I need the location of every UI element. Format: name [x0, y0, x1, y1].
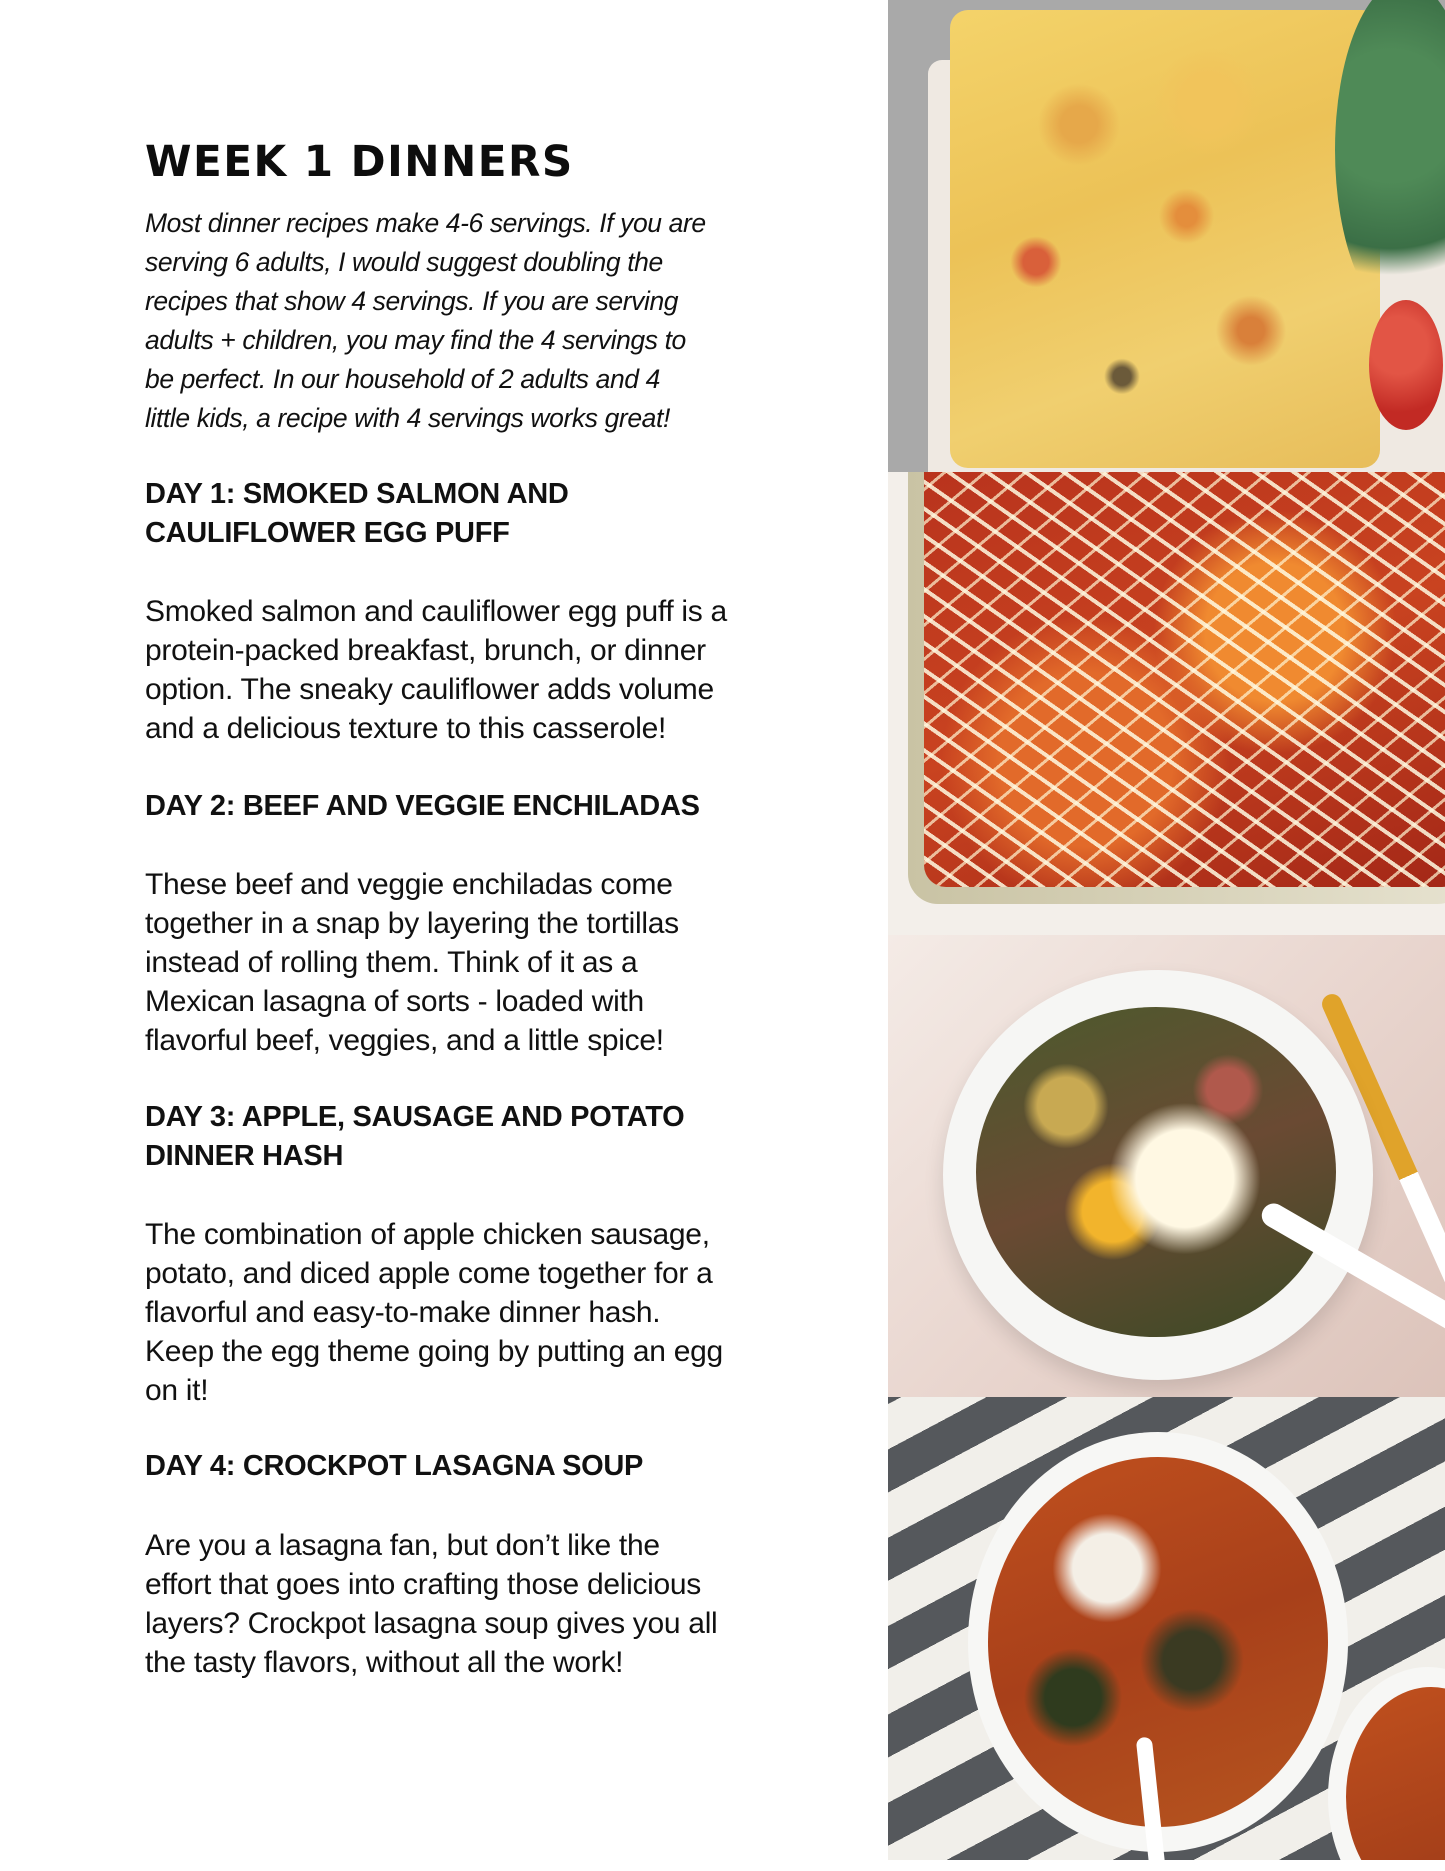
body-line: on it! [145, 1374, 209, 1407]
egg-puff-casserole [950, 10, 1380, 468]
body-line: layers? Crockpot lasagna soup gives you all [145, 1607, 718, 1640]
dinner-hash-photo [888, 935, 1445, 1397]
intro-line: little kids, a recipe with 4 servings works great! [145, 403, 670, 433]
lasagna-soup-photo [888, 1397, 1445, 1860]
intro-line: be perfect. In our household of 2 adults and 4 [145, 364, 660, 394]
intro-line: recipes that show 4 servings. If you are serving [145, 286, 679, 316]
day-3-description [145, 1215, 805, 1410]
heading-line: DAY 2: BEEF AND VEGGIE ENCHILADAS [145, 790, 700, 822]
body-line: potato, and diced apple come together for a [145, 1257, 713, 1290]
day-2-description [145, 865, 805, 1060]
day-1-description [145, 592, 805, 748]
body-line: and a delicious texture to this casserole! [145, 712, 667, 745]
body-line: The combination of apple chicken sausage, [145, 1218, 710, 1251]
intro-line: serving 6 adults, I would suggest doubling the [145, 247, 663, 277]
intro-line: adults + children, you may find the 4 servings to [145, 325, 686, 355]
body-line: Keep the egg theme going by putting an egg [145, 1335, 723, 1368]
intro-line: Most dinner recipes make 4-6 servings. If you are [145, 208, 706, 238]
body-line: effort that goes into crafting those delicious [145, 1568, 701, 1601]
body-line: These beef and veggie enchiladas come [145, 868, 673, 901]
egg-puff-photo [888, 0, 1445, 472]
body-line: Are you a lasagna fan, but don’t like the [145, 1529, 660, 1562]
heading-line: DAY 3: APPLE, SAUSAGE AND POTATO [145, 1101, 685, 1133]
day-3-heading [145, 1098, 805, 1176]
day-4-heading [145, 1447, 805, 1486]
lasagna-soup [988, 1457, 1328, 1827]
body-line: Smoked salmon and cauliflower egg puff is a [145, 595, 727, 628]
page-title: WEEK 1 DINNERS [145, 137, 574, 187]
intro-paragraph [145, 204, 765, 438]
body-line: Mexican lasagna of sorts - loaded with [145, 985, 644, 1018]
hash-with-egg [976, 1007, 1336, 1337]
enchiladas-photo [888, 472, 1445, 935]
heading-line: DAY 4: CROCKPOT LASAGNA SOUP [145, 1450, 644, 1482]
body-line: together in a snap by layering the tortillas [145, 907, 679, 940]
body-line: flavorful beef, veggies, and a little spice! [145, 1024, 664, 1057]
heading-line: DAY 1: SMOKED SALMON AND [145, 478, 569, 510]
body-line: flavorful and easy-to-make dinner hash. [145, 1296, 661, 1329]
day-1-heading [145, 475, 805, 553]
body-line: the tasty flavors, without all the work! [145, 1646, 624, 1679]
body-line: option. The sneaky cauliflower adds volume [145, 673, 714, 706]
body-line: instead of rolling them. Think of it as a [145, 946, 638, 979]
body-line: protein-packed breakfast, brunch, or dinner [145, 634, 706, 667]
enchiladas-with-cheese [924, 472, 1445, 887]
cherry-tomato [1369, 300, 1443, 430]
heading-line: CAULIFLOWER EGG PUFF [145, 517, 510, 549]
day-4-description [145, 1526, 805, 1682]
heading-line: DINNER HASH [145, 1140, 344, 1172]
day-2-heading [145, 787, 805, 826]
